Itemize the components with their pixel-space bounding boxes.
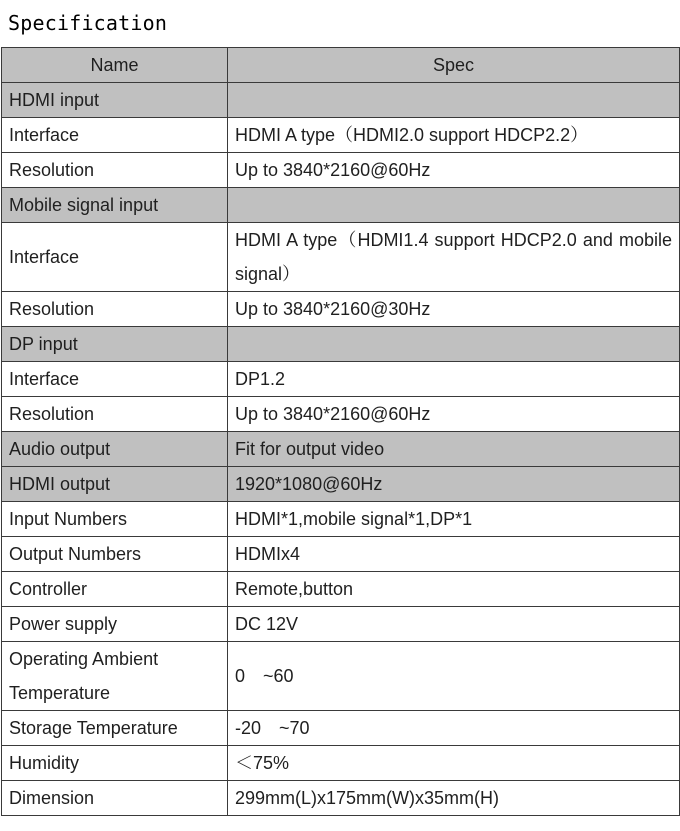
- row-name: Operating Ambient Temperature: [2, 642, 228, 711]
- page-title: Specification: [8, 11, 168, 35]
- table-row: [2, 746, 680, 781]
- row-name: Power supply: [2, 607, 228, 642]
- row-spec: ＜75%: [228, 746, 680, 781]
- row-name: Input Numbers: [2, 502, 228, 537]
- row-name: Interface: [2, 118, 228, 153]
- table-row: [2, 642, 680, 711]
- table-row: [2, 397, 680, 432]
- row-spec: Up to 3840*2160@60Hz: [228, 397, 680, 432]
- table-row: [2, 118, 680, 153]
- table-row: [2, 153, 680, 188]
- row-name: Mobile signal input: [2, 188, 228, 223]
- row-spec: 299mm(L)x175mm(W)x35mm(H): [228, 781, 680, 816]
- row-name: Output Numbers: [2, 537, 228, 572]
- row-name: Humidity: [2, 746, 228, 781]
- header-spec: Spec: [228, 48, 680, 83]
- row-name: Resolution: [2, 292, 228, 327]
- row-spec: [228, 188, 680, 223]
- row-spec: HDMI*1,mobile signal*1,DP*1: [228, 502, 680, 537]
- row-spec: DP1.2: [228, 362, 680, 397]
- row-name: HDMI output: [2, 467, 228, 502]
- row-name: Controller: [2, 572, 228, 607]
- row-name: Interface: [2, 223, 228, 292]
- table-row: [2, 781, 680, 816]
- table-row: [2, 467, 680, 502]
- row-spec: 0 ~60: [228, 642, 680, 711]
- table-row: [2, 502, 680, 537]
- row-name: DP input: [2, 327, 228, 362]
- table-row: [2, 537, 680, 572]
- row-name: Storage Temperature: [2, 711, 228, 746]
- row-name: HDMI input: [2, 83, 228, 118]
- table-row: [2, 607, 680, 642]
- row-spec: Remote,button: [228, 572, 680, 607]
- row-spec: HDMIx4: [228, 537, 680, 572]
- row-name: Audio output: [2, 432, 228, 467]
- row-spec: DC 12V: [228, 607, 680, 642]
- row-spec: Fit for output video: [228, 432, 680, 467]
- row-spec: Up to 3840*2160@60Hz: [228, 153, 680, 188]
- row-spec: [228, 83, 680, 118]
- table-row: [2, 327, 680, 362]
- spec-table: [1, 47, 680, 816]
- row-spec: Up to 3840*2160@30Hz: [228, 292, 680, 327]
- row-spec: [228, 327, 680, 362]
- row-name: Dimension: [2, 781, 228, 816]
- row-name: Interface: [2, 362, 228, 397]
- table-row: [2, 83, 680, 118]
- header-name: Name: [2, 48, 228, 83]
- table-row: [2, 572, 680, 607]
- row-spec: -20 ~70: [228, 711, 680, 746]
- table-row: [2, 292, 680, 327]
- row-spec: 1920*1080@60Hz: [228, 467, 680, 502]
- table-row: [2, 223, 680, 292]
- row-spec: HDMI A type（HDMI2.0 support HDCP2.2）: [228, 118, 680, 153]
- row-spec: HDMI A type（HDMI1.4 support HDCP2.0 and mobile signal）: [228, 223, 680, 292]
- table-row: [2, 188, 680, 223]
- row-name: Resolution: [2, 397, 228, 432]
- table-row: [2, 362, 680, 397]
- table-row: [2, 711, 680, 746]
- row-name: Resolution: [2, 153, 228, 188]
- table-row: [2, 432, 680, 467]
- table-header-row: [2, 48, 680, 83]
